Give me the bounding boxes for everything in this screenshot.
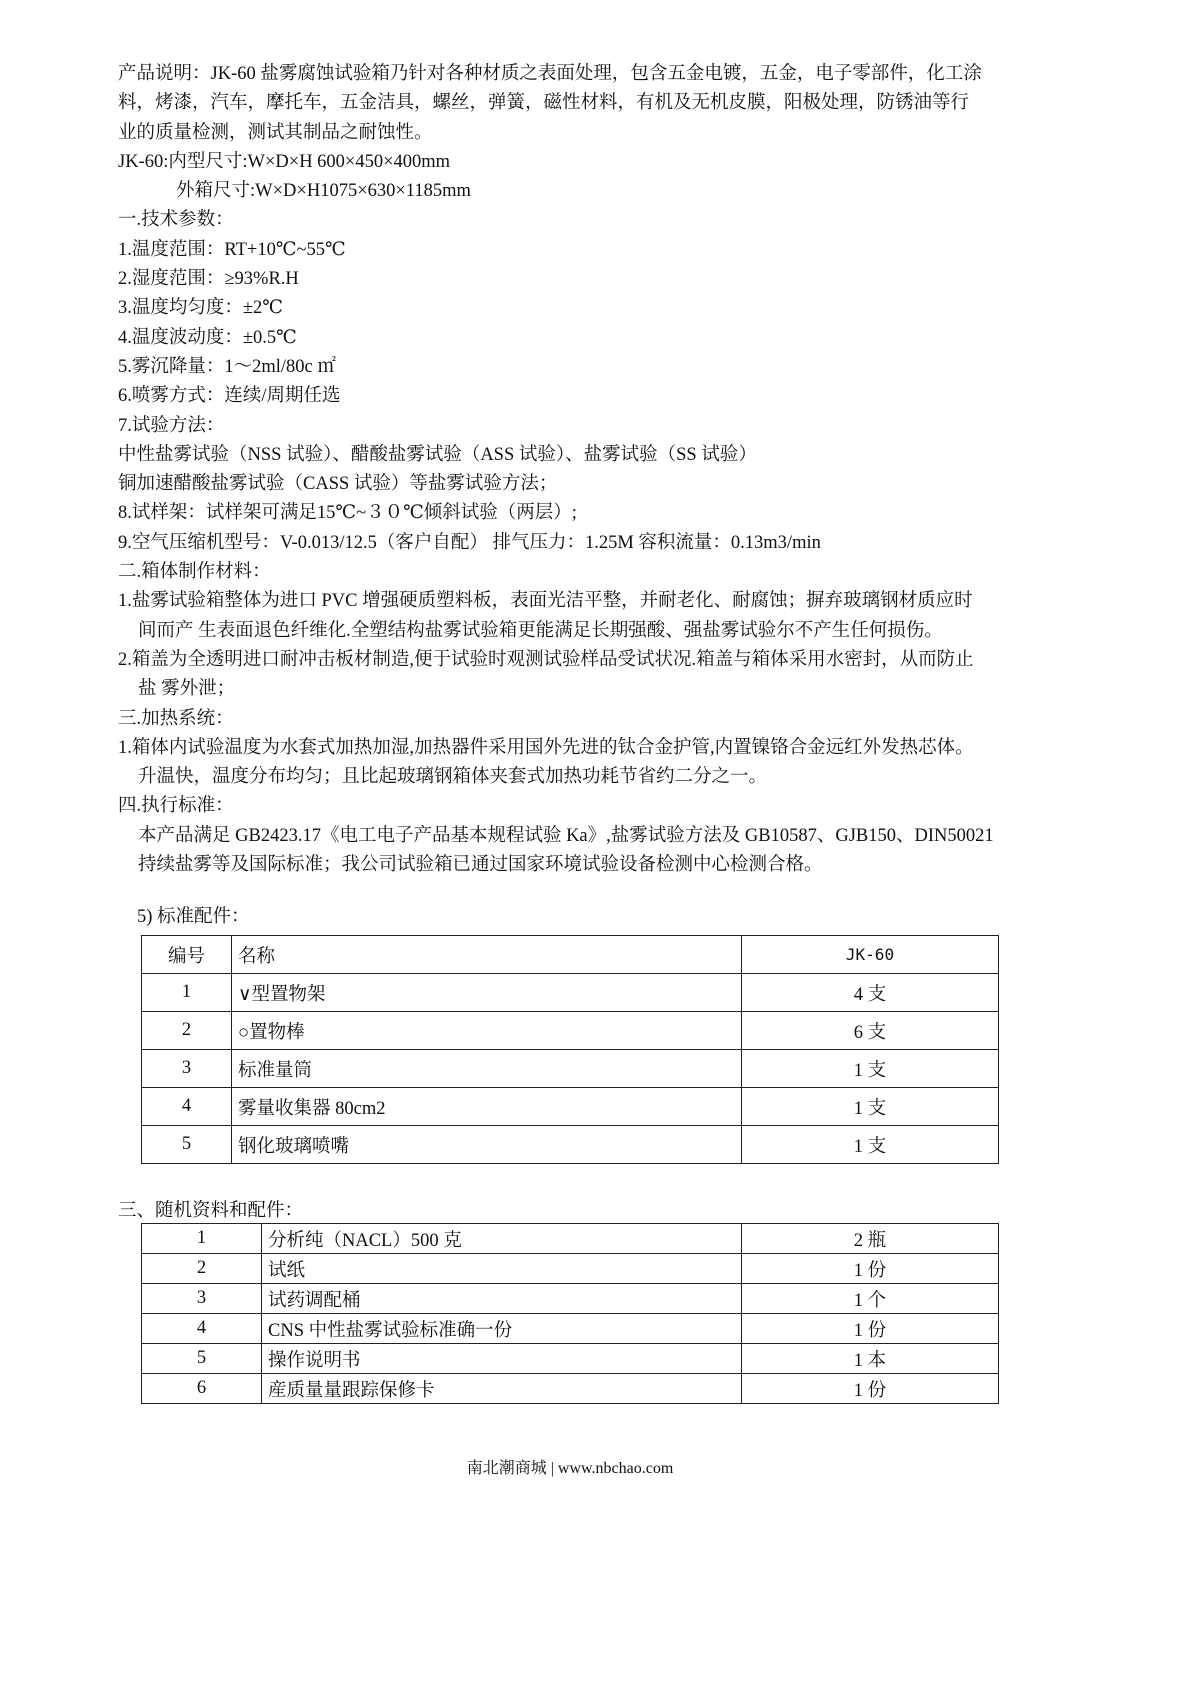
table-row bbox=[142, 1088, 999, 1126]
paragraph: 3.温度均匀度：±2℃ bbox=[118, 298, 283, 319]
section-heading: 一.技术参数： bbox=[118, 210, 234, 231]
paragraph: 铜加速醋酸盐雾试验（CASS 试验）等盐雾试验方法； bbox=[118, 474, 558, 495]
table-cell: 3 bbox=[142, 1284, 262, 1314]
table-cell: 4 支 bbox=[742, 974, 999, 1012]
table-cell: 産质量量跟踪保修卡 bbox=[262, 1374, 742, 1404]
table-cell: 5 bbox=[142, 1344, 262, 1374]
table-cell: 1 本 bbox=[742, 1344, 999, 1374]
paragraph: 本产品满足 GB2423.17《电工电子产品基本规程试验 Ka》,盐雾试验方法及 GB10587、GJB150、DIN50021 bbox=[138, 825, 994, 846]
paragraph: 6.喷雾方式：连续/周期任选 bbox=[118, 386, 341, 407]
table-cell: 钢化玻璃喷嘴 bbox=[232, 1126, 742, 1164]
header-cell: 名称 bbox=[232, 936, 742, 974]
table-cell: 6 bbox=[142, 1374, 262, 1404]
paragraph: 8.试样架：试样架可满足15℃~３０℃倾斜试验（两层）; bbox=[118, 503, 577, 524]
table-row bbox=[142, 1314, 999, 1344]
paragraph: 4.温度波动度：±0.5℃ bbox=[118, 327, 297, 348]
random-materials-table bbox=[141, 1223, 999, 1404]
table-row bbox=[142, 1050, 999, 1088]
paragraph: 1.箱体内试验温度为水套式加热加湿,加热器件采用国外先进的钛合金护管,内置镍铬合金远红外发热芯体。 bbox=[118, 737, 974, 758]
paragraph: 产品说明：JK-60 盐雾腐蚀试验箱乃针对各种材质之表面处理，包含五金电镀，五金，电子零部件，化工涂 bbox=[118, 64, 982, 84]
table-cell: 2 瓶 bbox=[742, 1224, 999, 1254]
table-row bbox=[142, 1284, 999, 1314]
document-body bbox=[118, 60, 1028, 880]
section-heading: 四.执行标准： bbox=[118, 796, 234, 817]
table-cell: ○置物棒 bbox=[232, 1012, 742, 1050]
table-cell: 1 份 bbox=[742, 1374, 999, 1404]
paragraph: 7.试验方法： bbox=[118, 415, 225, 436]
table-cell: 1 支 bbox=[742, 1050, 999, 1088]
paragraph: 外箱尺寸:W×D×H1075×630×1185mm bbox=[176, 181, 471, 202]
section-heading: 二.箱体制作材料： bbox=[118, 562, 271, 583]
table-cell: CNS 中性盐雾试验标准确一份 bbox=[262, 1314, 742, 1344]
paragraph: JK-60:内型尺寸:W×D×H 600×450×400mm bbox=[118, 151, 451, 172]
table-cell: 1 bbox=[142, 1224, 262, 1254]
table-row bbox=[142, 1224, 999, 1254]
paragraph: 间而产 生表面退色纤维化.全塑结构盐雾试验箱更能满足长期强酸、强盐雾试验尔不产生任何损伤。 bbox=[138, 620, 943, 641]
table-cell: 操作说明书 bbox=[262, 1344, 742, 1374]
table-cell: 1 支 bbox=[742, 1126, 999, 1164]
table-row bbox=[142, 974, 999, 1012]
paragraph: 1.盐雾试验箱整体为进口 PVC 增强硬质塑料板，表面光洁平整，并耐老化、耐腐蚀；摒弃玻璃钢材质应时 bbox=[118, 591, 973, 612]
table-row bbox=[142, 1126, 999, 1164]
paragraph: 中性盐雾试验（NSS 试验）、醋酸盐雾试验（ASS 试验）、盐雾试验（SS 试验） bbox=[118, 444, 757, 465]
table-cell: 2 bbox=[142, 1254, 262, 1284]
table-row bbox=[142, 1374, 999, 1404]
table-cell: 1 份 bbox=[742, 1314, 999, 1344]
table-cell: 试药调配桶 bbox=[262, 1284, 742, 1314]
header-cell: 编号 bbox=[142, 936, 232, 974]
footer: 南北潮商城 | www.nbchao.com bbox=[466, 1460, 674, 1477]
table-cell: 4 bbox=[142, 1088, 232, 1126]
paragraph: 持续盐雾等及国际标准；我公司试验箱已通过国家环境试验设备检测中心检测合格。 bbox=[138, 855, 823, 876]
table2-caption: 三、随机资料和配件： bbox=[118, 1201, 304, 1221]
standard-accessories-table bbox=[141, 935, 999, 1164]
paragraph: 5.雾沉降量：1～2ml/80c ㎡ bbox=[118, 356, 336, 377]
table-header-row bbox=[142, 936, 999, 974]
table-row bbox=[142, 1344, 999, 1374]
table-cell: ∨型置物架 bbox=[232, 974, 742, 1012]
paragraph: 2.湿度范围：≥93%R.H bbox=[118, 269, 299, 290]
paragraph: 9.空气压缩机型号：V-0.013/12.5（客户自配） 排气压力：1.25M 容积流量：0.13m3/min bbox=[118, 532, 821, 553]
table-cell: 4 bbox=[142, 1314, 262, 1344]
paragraph: 料，烤漆，汽车，摩托车，五金洁具，螺丝，弹簧，磁性材料，有机及无机皮膜，阳极处理，防锈油等行 bbox=[118, 93, 970, 114]
table-cell: 1 个 bbox=[742, 1284, 999, 1314]
table-cell: 1 bbox=[142, 974, 232, 1012]
table-cell: 2 bbox=[142, 1012, 232, 1050]
header-cell: JK-60 bbox=[742, 936, 999, 974]
table-cell: 1 支 bbox=[742, 1088, 999, 1126]
paragraph: 盐 雾外泄； bbox=[138, 679, 236, 700]
section-heading: 三.加热系统： bbox=[118, 708, 234, 729]
paragraph: 升温快，温度分布均匀；且比起玻璃钢箱体夹套式加热功耗节省约二分之一。 bbox=[138, 767, 768, 788]
table-cell: 3 bbox=[142, 1050, 232, 1088]
paragraph: 2.箱盖为全透明进口耐冲击板材制造,便于试验时观测试验样品受试状况.箱盖与箱体采用水密封，从而防止 bbox=[118, 649, 974, 670]
table-row bbox=[142, 1254, 999, 1284]
table1-caption: 5) 标准配件： bbox=[137, 907, 250, 927]
table-cell: 标准量筒 bbox=[232, 1050, 742, 1088]
paragraph: 1.温度范围：RT+10℃~55℃ bbox=[118, 239, 346, 260]
table-row bbox=[142, 1012, 999, 1050]
table-cell: 1 份 bbox=[742, 1254, 999, 1284]
table-cell: 5 bbox=[142, 1126, 232, 1164]
paragraph: 业的质量检测，测试其制品之耐蚀性。 bbox=[118, 122, 433, 143]
table-cell: 试纸 bbox=[262, 1254, 742, 1284]
table-cell: 6 支 bbox=[742, 1012, 999, 1050]
table-cell: 分析纯（NACL）500 克 bbox=[262, 1224, 742, 1254]
table-cell: 雾量收集器 80cm2 bbox=[232, 1088, 742, 1126]
